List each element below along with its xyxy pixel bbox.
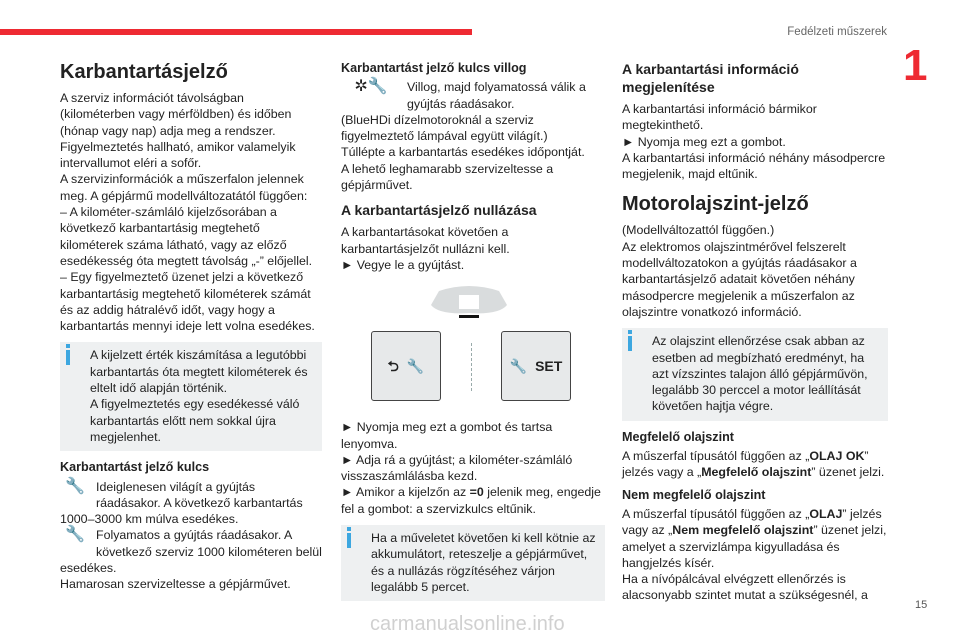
heading-oil-ok: Megfelelő olajszint (622, 429, 734, 444)
heading-key: Karbantartást jelző kulcs (60, 460, 210, 475)
heading-oil-level: Motorolajszint-jelző (622, 193, 809, 216)
text: A műszerfal típusától függően az „ (622, 506, 810, 521)
paragraph: Túllépte a karbantartás esedékes időpontját. (341, 145, 585, 160)
wrench-icon: 🔧 (65, 526, 85, 544)
paragraph: Hamarosan szervizeltesse a gépjárművet. (60, 577, 291, 592)
back-wrench-button[interactable] (371, 331, 441, 401)
paragraph: A karbantartási információ bármikor megtekinthető. (622, 102, 817, 133)
blinking-wrench-icon: ✲🔧 (354, 78, 388, 96)
paragraph: Az elektromos olajszintmérővel felszerelt modellváltozatokon a gyújtás ráadásakor a karbantartásjelző adatait követően néhány másodpercre megjelenik a műszerfalon az olajszintre vonatkozó információ. (622, 239, 857, 319)
paragraph: Ha a nívópálcával elvégzett ellenőrzés is alacsonyabb szintet mutat a szükségesnél, a (622, 572, 868, 603)
divider (471, 343, 472, 391)
column-2 (341, 56, 605, 609)
paragraph: ► Adja rá a gyújtást; a kilométer-számláló visszaszámlálásba kezd. (341, 452, 573, 484)
text: Folyamatos a gyújtás ráadásakor. A következő szerviz 1000 kilométeren belül esedékes. (60, 528, 322, 576)
paragraph: Figyelmeztetés hallható, amikor valamelyik intervallumot eléri a sofőr. (60, 139, 296, 171)
info-icon (66, 350, 70, 365)
section-title: Fedélzeti műszerek (787, 26, 887, 38)
text: ” jelzés vagy az „ (622, 506, 882, 538)
text: Villog, majd folyamatossá válik a gyújtás ráadásakor. (407, 80, 586, 111)
back-arrow-icon: ⮌ (387, 358, 399, 375)
text: Megfelelő olajszint (701, 465, 812, 480)
note-text: Ha a műveletet követően ki kell kötnie az akkumulátort, reteszelje a gépjárművet, és a nullázás rögzítéséhez várjon legalább 5 percet. (371, 531, 596, 594)
wrench-set-button[interactable] (501, 331, 571, 401)
column-1 (60, 56, 322, 593)
note-text: Az olajszint ellenőrzése csak abban az esetben ad megbízható eredményt, ha azt vízszintes talajon álló gépjárművön, legalább 30 perccel a motor leállítását követően hajtja végre. (652, 334, 868, 414)
heading-info: A karbantartási információ megjelenítése (622, 61, 799, 95)
paragraph (341, 79, 605, 112)
chapter-number: 1 (903, 41, 928, 90)
text: =0 (469, 485, 484, 500)
paragraph (60, 527, 322, 576)
set-label: SET (535, 358, 563, 375)
info-note (60, 342, 322, 451)
paragraph: ► Nyomja meg ezt a gombot. (622, 134, 786, 149)
button-illustration (341, 283, 605, 409)
instrument-cluster-icon (429, 283, 509, 319)
text: jelenik meg, engedje fel a gombot: a szervizkulcs eltűnik. (341, 485, 601, 516)
page-number: 15 (915, 599, 928, 611)
note-text: A kijelzett érték kiszámítása a legutóbbi karbantartás óta megtett kilométerek és eltelt idő alapján történik. (90, 348, 308, 396)
paragraph (60, 479, 322, 528)
paragraph: A karbantartási információ néhány másodpercre megjelenik, majd eltűnik. (622, 150, 886, 182)
paragraph: A karbantartásokat követően a karbantartásjelzőt nullázni kell. (341, 225, 510, 256)
paragraph: A lehető leghamarabb szervizeltesse a gépjárművet. (341, 161, 554, 193)
paragraph: ► Vegye le a gyújtást. (341, 257, 465, 272)
watermark: carmanualsonline.info (370, 613, 565, 635)
paragraph (622, 448, 888, 481)
wrench-icon: 🔧 (406, 358, 425, 375)
paragraph: A szervizinformációk a műszerfalon jelennek meg. A gépjármű modellváltozatától függően: (60, 172, 308, 203)
paragraph: A szerviz információt távolságban (kilométerben vagy mérföldben) és időben (hónap vagy nap) adja meg a rendszer. (60, 91, 292, 138)
text: ” üzenet jelzi. (811, 465, 885, 480)
heading-blink: Karbantartást jelző kulcs villog (341, 61, 527, 75)
text: ” üzenet jelzi, amelyet a szervizlámpa kigyulladása és hangjelzés kísér. (622, 523, 887, 570)
text: ► Amikor a kijelzőn az (341, 485, 470, 500)
info-icon (347, 533, 351, 548)
paragraph: ► Nyomja meg ezt a gombot és tartsa lenyomva. (341, 420, 553, 451)
text: Ideiglenesen világít a gyújtás ráadásakor. A következő karbantartás 1000–3000 km múlva esedékes. (60, 479, 303, 527)
note-text: A figyelmeztetés egy esedékessé váló karbantartás előtt nem sokkal újra megjelenhet. (90, 397, 300, 444)
paragraph: (Modellváltozattól függően.) (622, 223, 775, 238)
heading-maintenance-indicator: Karbantartásjelző (60, 61, 228, 83)
paragraph: – Egy figyelmeztető üzenet jelzi a következő karbantartásig megtehető kilométerek számát és az addig hátralévő időt, vagy hogy a karbantartás mennyi ideje lett volna esedékes. (60, 270, 315, 334)
wrench-icon: 🔧 (65, 477, 85, 495)
chapter-bar (0, 29, 472, 35)
info-note (622, 328, 888, 420)
paragraph: (BlueHDi dízelmotoroknál a szerviz figyelmeztető lámpával együtt világít.) (341, 112, 548, 144)
text: ” jelzés vagy a „ (622, 449, 869, 480)
text: A műszerfal típusától függően az „ (622, 449, 810, 464)
text: OLAJ OK (809, 449, 865, 464)
text: OLAJ (809, 506, 843, 521)
paragraph (341, 484, 605, 517)
info-icon (628, 336, 632, 351)
paragraph (622, 506, 888, 571)
info-note (341, 525, 605, 601)
paragraph: – A kilométer-számláló kijelzősorában a következő karbantartásig megtehető kilométerek száma látható, vagy az előző esedékesség óta megtett távolság „-” előjellel. (60, 205, 313, 268)
wrench-icon: 🔧 (509, 358, 528, 375)
heading-reset: A karbantartásjelző nullázása (341, 202, 537, 219)
heading-oil-bad: Nem megfelelő olajszint (622, 487, 766, 502)
text: Nem megfelelő olajszint (672, 523, 814, 538)
column-3 (622, 56, 888, 604)
